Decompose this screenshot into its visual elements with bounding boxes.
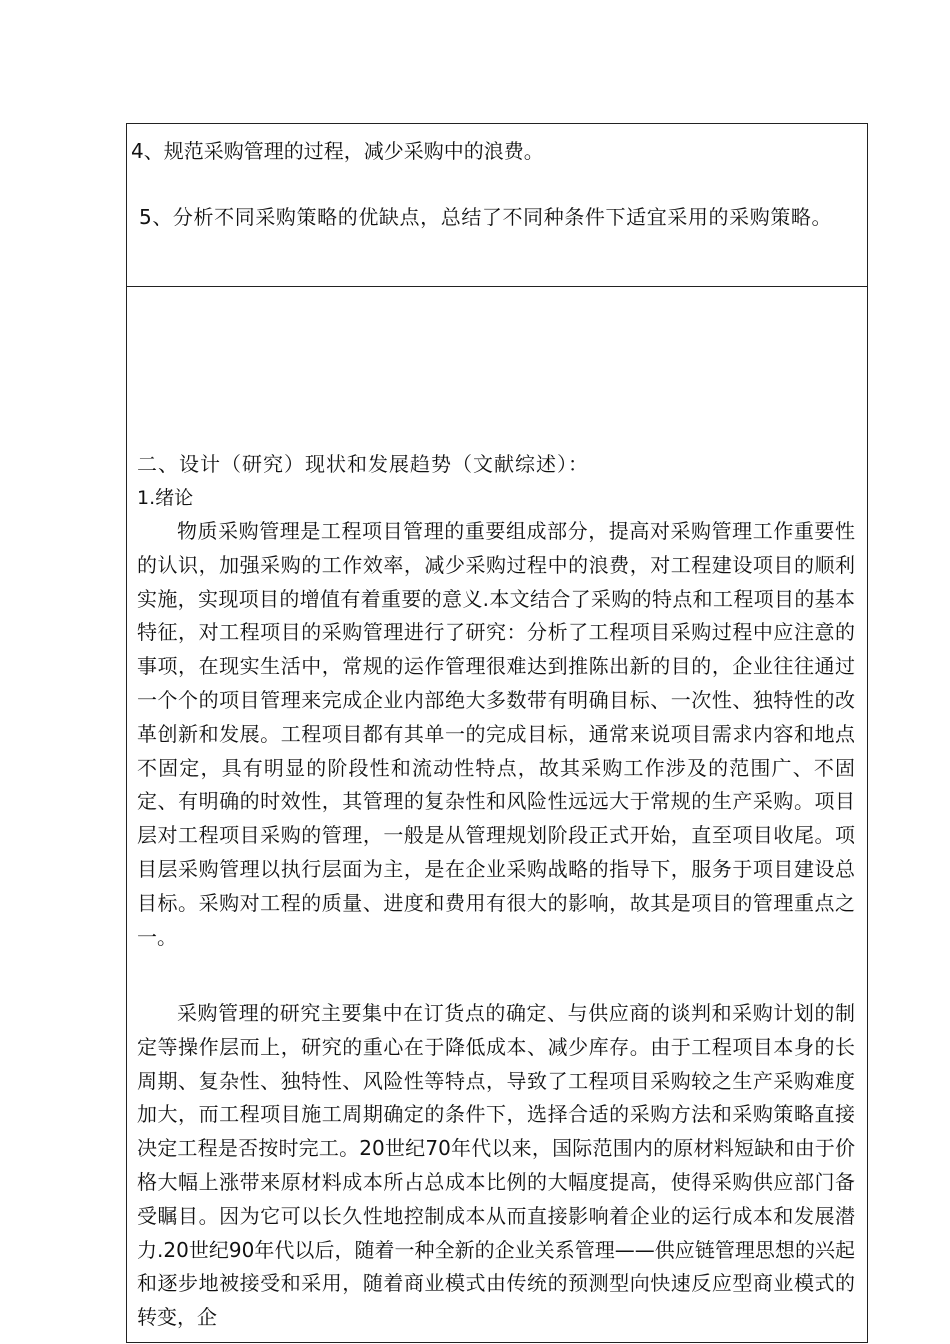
section-heading: 二、设计（研究）现状和发展趋势（文献综述）：: [137, 452, 589, 476]
document-table: [126, 123, 868, 1343]
objectives-cell: [127, 124, 867, 287]
sub-heading: 1.绪论: [137, 487, 194, 509]
body-paragraph: 采购管理的研究主要集中在订货点的确定、与供应商的谈判和采购计划的制定等操作层而上，研究的重心在于降低成本、减少库存。由于工程项目本身的长周期、复杂性、独特性、风险性等特点，导致了工程项目采购较之生产采购难度加大，而工程项目施工周期确定的条件下，选择合适的采购方法和采购策略直接决定工程是否按时完工。20世纪70年代以来，国际范围内的原材料短缺和由于价格大幅上涨带来原材料成本所占总成本比例的大幅度提高，使得采购供应部门备受瞩目。因为它可以长久性地控制成本从而直接影响着企业的运行成本和发展潜力.20世纪90年代以后，随着一种全新的企业关系管理——供应链管理思想的兴起和逐步地被接受和采用，随着商业模式由传统的预测型向快速反应型商业模式的转变，企: [137, 1001, 855, 1330]
objective-item-4: 4、规范采购管理的过程，减少采购中的浪费。: [131, 139, 544, 163]
objective-item-5: 5、分析不同采购策略的优缺点，总结了不同种条件下适宜采用的采购策略。: [139, 205, 833, 229]
body-paragraph: 物质采购管理是工程项目管理的重要组成部分，提高对采购管理工作重要性的认识，加强采购的工作效率，减少采购过程中的浪费，对工程建设项目的顺利实施，实现项目的增值有着重要的意义.本文结合了采购的特点和工程项目的基本特征，对工程项目的采购管理进行了研究：分析了工程项目采购过程中应注意的事项，在现实生活中，常规的运作管理很难达到推陈出新的目的，企业往往通过一个个的项目管理来完成企业内部绝大多数带有明确目标、一次性、独特性的改革创新和发展。工程项目都有其单一的完成目标，通常来说项目需求内容和地点不固定，具有明显的阶段性和流动性特点，故其采购工作涉及的范围广、不固定、有明确的时效性，其管理的复杂性和风险性远远大于常规的生产采购。项目层对工程项目采购的管理，一般是从管理规划阶段正式开始，直至项目收尾。项目层采购管理以执行层面为主，是在企业采购战略的指导下，服务于项目建设总目标。采购对工程的质量、进度和费用有很大的影响，故其是项目的管理重点之一。: [137, 519, 855, 949]
literature-review-cell: [127, 287, 867, 1342]
